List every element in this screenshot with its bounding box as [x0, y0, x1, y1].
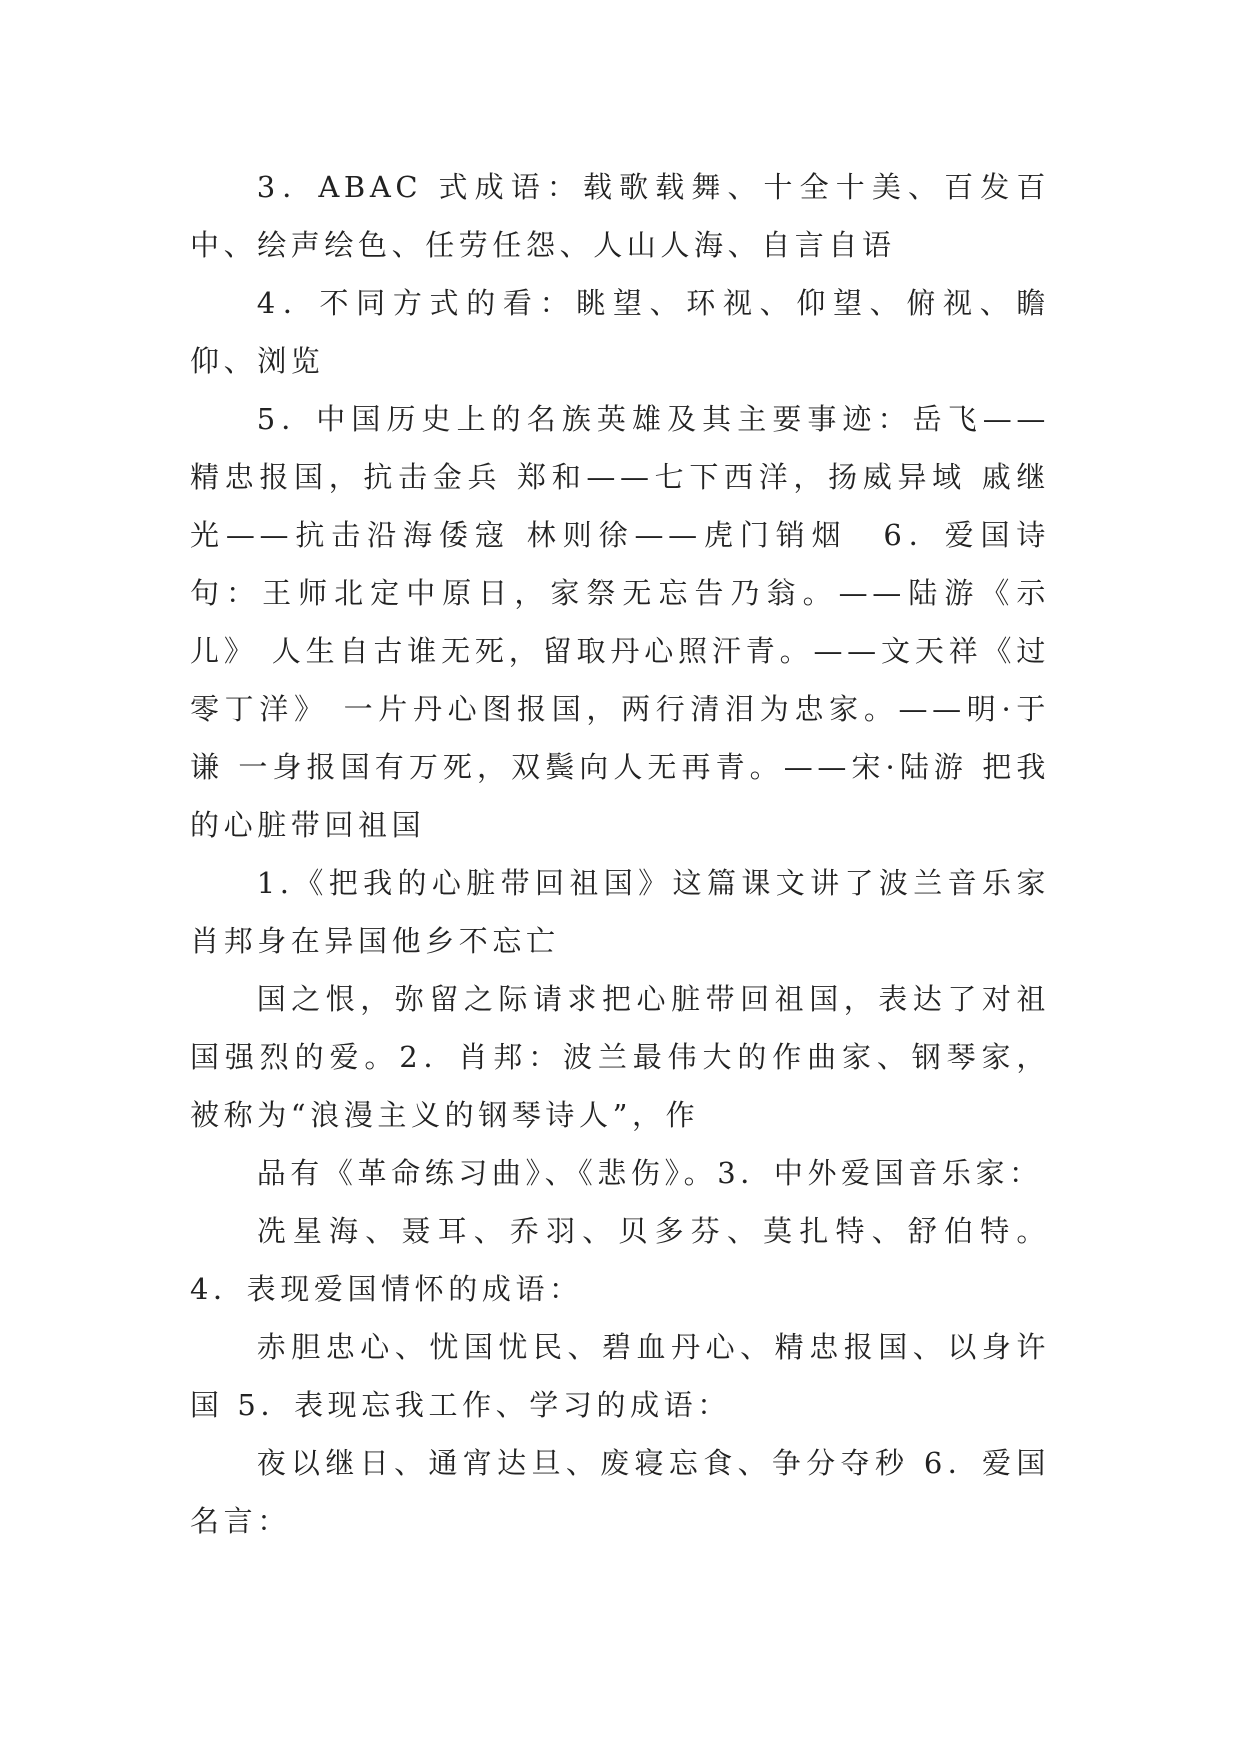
paragraph-ways-of-looking: 4．不同方式的看：眺望、环视、仰望、俯视、瞻仰、浏览 [190, 286, 1050, 378]
paragraph-works: 品有《革命练习曲》、《悲伤》。3．中外爱国音乐家： [256, 1156, 1043, 1190]
paragraph-patriotic-idioms: 赤胆忠心、忧国忧民、碧血丹心、精忠报国、以身许国 5．表现忘我工作、学习的成语： [190, 1330, 1050, 1422]
paragraph-chopin-lesson: 1.《把我的心脏带回祖国》这篇课文讲了波兰音乐家肖邦身在异国他乡不忘亡 [190, 866, 1050, 958]
document-body [190, 158, 1050, 1550]
paragraph-musicians: 冼星海、聂耳、乔羽、贝多芬、莫扎特、舒伯特。4．表现爱国情怀的成语： [190, 1214, 1050, 1306]
paragraph-chopin-love: 国之恨，弥留之际请求把心脏带回祖国，表达了对祖国强烈的爱。2．肖邦：波兰最伟大的作曲家、钢琴家，被称为“浪漫主义的钢琴诗人”，作 [190, 982, 1050, 1132]
paragraph-abac-idioms: 3．ABAC 式成语：载歌载舞、十全十美、百发百中、绘声绘色、任劳任怨、人山人海、自言自语 [190, 170, 1050, 262]
paragraph-diligence-idioms: 夜以继日、通宵达旦、废寝忘食、争分夺秒 6．爱国名言： [190, 1446, 1050, 1538]
paragraph-national-heroes: 5．中国历史上的名族英雄及其主要事迹：岳飞——精忠报国，抗击金兵 郑和——七下西洋，扬威异域 戚继光——抗击沿海倭寇 林则徐——虎门销烟 6．爱国诗句：王师北定中原日，家祭无忘告乃翁。——陆游《示儿》 人生自古谁无死，留取丹心照汗青。——文天祥《过零丁洋》 一片丹心图报国，两行清泪为忠家。——明·于谦 一身报国有万死，双鬓向人无再青。——宋·陆游 把我的心脏带回祖国 [190, 402, 1050, 842]
